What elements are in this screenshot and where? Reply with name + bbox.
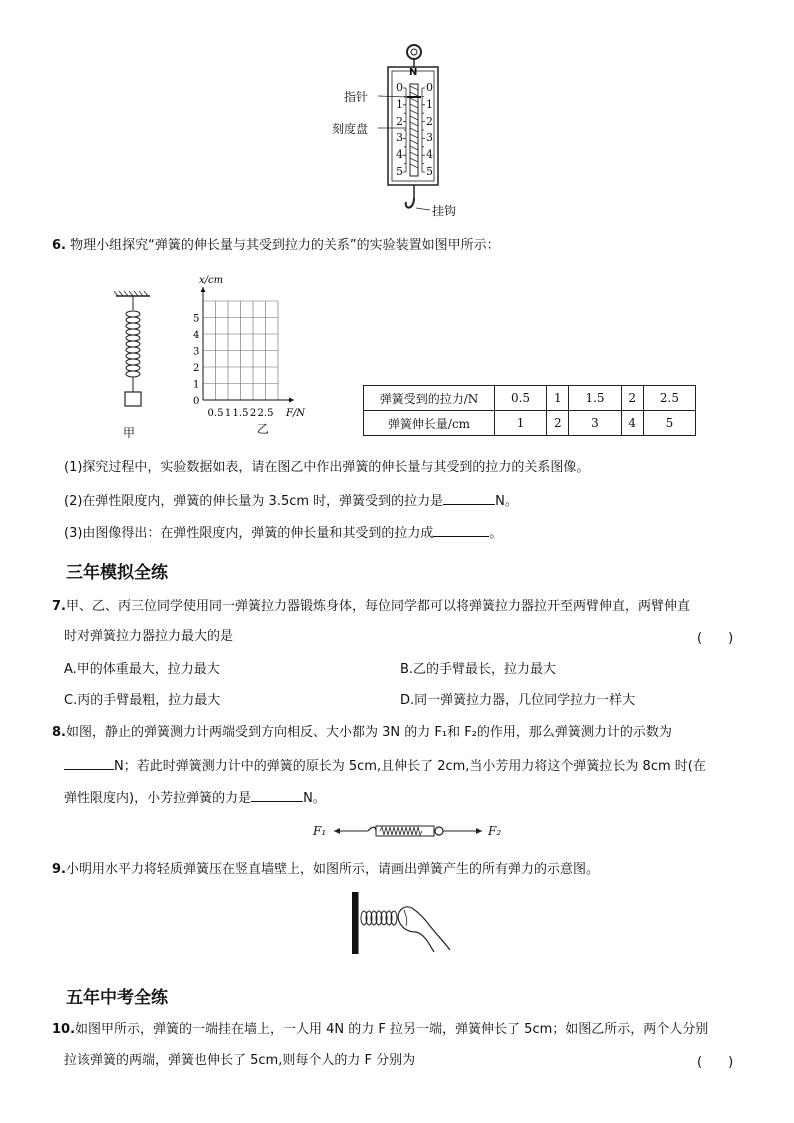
q6-sub3-blank[interactable] [433, 522, 489, 537]
q7-answer-paren[interactable]: ( ) [697, 631, 734, 646]
q7-option-c[interactable]: C.丙的手臂最粗，拉力最大 [64, 693, 221, 708]
q9-text: 小明用水平力将轻质弹簧压在竖直墙壁上，如图所示，请画出弹簧产生的所有弹力的示意图。 [65, 862, 599, 877]
wall-spring-hand-drawing [346, 888, 456, 958]
q7-text-line1: 甲、乙、丙三位同学使用同一弹簧拉力器锻炼身体，每位同学都可以将弹簧拉力器拉开至两臂伸直，两臂伸直 [65, 599, 690, 614]
scale-tick-left-1: 1 [396, 98, 403, 111]
q8-blank-1[interactable] [64, 755, 114, 770]
q8-text-line3-unit: N。 [303, 791, 326, 806]
q8-blank-2[interactable] [251, 787, 303, 802]
section-title-wunian: 五年中考全练 [66, 988, 168, 1008]
q7-option-d[interactable]: D.同一弹簧拉力器，几位同学拉力一样大 [400, 693, 636, 708]
q10-answer-paren[interactable]: ( ) [697, 1055, 734, 1070]
q8-text-line2: N；若此时弹簧测力计中的弹簧的原长为 5cm,且伸长了 2cm,当小芳用力将这个弹簧拉长为 8cm 时(在 [114, 759, 706, 774]
q7-number: 7. [52, 599, 66, 614]
force-f1-label: F₁ [313, 824, 327, 838]
figure-yi-chart [185, 268, 355, 440]
q6-sub3 [64, 522, 502, 544]
section-title-sanian: 三年模拟全练 [66, 563, 168, 583]
chart-origin-label: 0 [193, 396, 200, 407]
q6-sub3-end: 。 [489, 526, 503, 541]
chart-tick-labels [193, 275, 306, 419]
q6-sub2 [64, 490, 518, 512]
q10-number: 10. [52, 1022, 76, 1037]
q6-sub1: (1)探究过程中，实验数据如表，请在图乙中作出弹簧的伸长量与其受到的拉力的关系图像。 [64, 460, 590, 475]
x-tick-label: 2.5 [257, 408, 274, 419]
q8-line3 [64, 787, 326, 809]
q8-text-line3: 弹性限度内)，小芳拉弹簧的力是 [64, 791, 252, 806]
table-cell: 1 [495, 411, 547, 436]
x-tick-label: 1 [224, 408, 232, 419]
q7-option-a[interactable]: A.甲的体重最大，拉力最大 [64, 662, 220, 677]
force-f2-label: F₂ [488, 824, 502, 838]
q6-sub2-unit: N。 [495, 494, 518, 509]
figure-jia [110, 290, 155, 440]
scale-tick-right-5: 5 [426, 165, 433, 178]
x-axis-arrow [289, 398, 294, 403]
table-cell: 5 [643, 411, 695, 436]
x-tick-label: 2 [249, 408, 257, 419]
scale-tick-right-0: 0 [426, 81, 433, 94]
dial-label: 刻度盘 [332, 122, 369, 136]
q8-scale-drawing [312, 818, 512, 852]
scale-unit-label: N [409, 67, 418, 78]
chart-svg [185, 268, 355, 440]
table-cell: 3 [569, 411, 621, 436]
q6-sub2-text: (2)在弹性限度内，弹簧的伸长量为 3.5cm 时，弹簧受到的拉力是 [64, 494, 444, 509]
q10-line1 [52, 1020, 708, 1040]
scale-tick-left-5: 5 [396, 165, 403, 178]
q7-line2: 时对弹簧拉力器拉力最大的是 [64, 629, 234, 644]
q6-sub3-text: (3)由图像得出：在弹性限度内，弹簧的伸长量和其受到的拉力成 [64, 526, 434, 541]
q8-number: 8. [52, 725, 66, 740]
scale-tick-left-0: 0 [396, 81, 403, 94]
q8-text-line1: 如图，静止的弹簧测力计两端受到方向相反、大小都为 3N 的力 F₁和 F₂的作用，那么弹簧测力计的示数为 [65, 725, 672, 740]
hanging-spring-drawing [110, 290, 155, 415]
x-tick-label: 0.5 [207, 408, 224, 419]
table-cell: 2 [621, 386, 643, 411]
x-tick-label: 1.5 [232, 408, 249, 419]
scale-tick-left-3: 3 [396, 131, 403, 144]
table-cell: 1 [547, 386, 569, 411]
table-cell: 2.5 [643, 386, 695, 411]
q6-stem [52, 236, 500, 256]
y-tick-label: 5 [193, 313, 200, 325]
q8-line1 [52, 723, 672, 743]
q8-line2 [64, 755, 706, 777]
y-tick-label: 3 [193, 346, 200, 358]
hook-label: 挂钩 [432, 204, 457, 218]
table-row2-label: 弹簧伸长量/cm [364, 411, 495, 436]
q10-text-line1: 如图甲所示，弹簧的一端挂在墙上，一人用 4N 的力 F 拉另一端，弹簧伸长了 5cm；如图乙所示，两个人分别 [75, 1022, 709, 1037]
scale-tick-right-3: 3 [426, 131, 433, 144]
scale-tick-right-1: 1 [426, 98, 433, 111]
x-axis-label: F/N [286, 408, 306, 419]
figure-yi-caption: 乙 [257, 422, 270, 436]
scale-tick-right-2: 2 [426, 115, 433, 128]
q6-data-table [363, 385, 696, 436]
q6-number: 6. [52, 238, 66, 253]
table-cell: 1.5 [569, 386, 621, 411]
y-tick-label: 4 [193, 330, 200, 341]
q10-line2: 拉该弹簧的两端，弹簧也伸长了 5cm,则每个人的力 F 分别为 [64, 1053, 416, 1068]
q9-number: 9. [52, 862, 66, 877]
table-cell: 0.5 [495, 386, 547, 411]
table-row [364, 386, 696, 411]
y-tick-label: 2 [193, 363, 200, 374]
table-row [364, 411, 696, 436]
y-axis-arrow [201, 287, 206, 292]
q7-option-b[interactable]: B.乙的手臂最长，拉力最大 [400, 662, 557, 677]
scale-tick-left-2: 2 [396, 115, 403, 128]
spring-scale-figure [330, 40, 470, 225]
q8-figure [312, 818, 512, 852]
pointer-label: 指针 [344, 90, 369, 104]
q9-figure [346, 888, 456, 958]
y-tick-label: 1 [193, 379, 200, 391]
table-cell: 4 [621, 411, 643, 436]
q6-text: 物理小组探究“弹簧的伸长量与其受到拉力的关系”的实验装置如图甲所示： [70, 238, 500, 253]
y-axis-label: x/cm [199, 275, 224, 286]
scale-tick-right-4: 4 [426, 148, 433, 161]
table-cell: 2 [547, 411, 569, 436]
figure-jia-caption: 甲 [123, 426, 136, 440]
q6-sub2-blank[interactable] [443, 490, 495, 505]
scale-tick-left-4: 4 [396, 148, 403, 161]
table-row1-label: 弹簧受到的拉力/N [364, 386, 495, 411]
q7-line1 [52, 597, 690, 617]
chart-axes [201, 287, 295, 403]
q9-stem [52, 860, 599, 880]
chart-grid [203, 301, 278, 400]
